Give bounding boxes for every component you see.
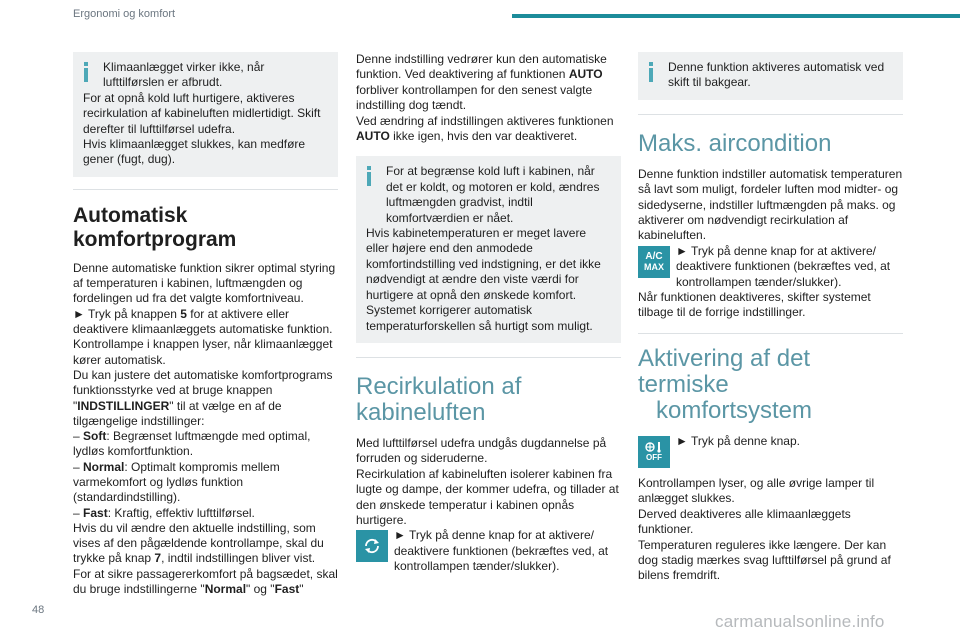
paragraph: Denne indstilling vedrører kun den automatiske funktion. Ved deaktivering af funktionen AUTO forbliver kontrollampen for den senest valgte indstilling dog tændt. (356, 52, 607, 113)
info-note (638, 52, 903, 100)
info-note (356, 156, 621, 342)
recirculation-icon[interactable] (356, 530, 388, 562)
paragraph: ► Tryk på denne knap. (676, 433, 800, 448)
fan-thermometer-icon (644, 441, 664, 453)
page-number: 48 (32, 604, 45, 616)
info-icon (367, 166, 371, 186)
info-icon (84, 62, 88, 82)
paragraph: For at sikre passagererkomfort på bagsædet, skal du bruge indstillingerne "Normal" og "Fast" (73, 566, 338, 597)
divider (638, 114, 903, 115)
column-3 (638, 52, 903, 584)
column-2 (356, 52, 621, 575)
section-heading: Maks. aircondition (638, 129, 832, 157)
thermal-comfort-off-icon[interactable]: OFF (638, 436, 670, 468)
paragraph: Temperaturen reguleres ikke længere. Der kan dog stadig mærkes svag lufttilførsel på grund af bilens fremdrift. (638, 537, 891, 583)
paragraph: ► Tryk på denne knap for at aktivere/ deaktivere funktionen (bekræftes ved, at kontrollampen tænder/slukker). (394, 528, 609, 574)
list-item: – Soft: Begrænset luftmængde med optimal, lydløs komfortfunktion. (73, 429, 311, 459)
paragraph: Hvis du vil ændre den aktuelle indstilling, som vises af den pågældende kontrollampe, skal du trykke på knap 7, indtil indstillingen bliver vist. (73, 520, 324, 566)
paragraph: Denne automatiske funktion sikrer optimal styring af temperaturen i kabinen, luftmængden og fordelingen ud fra det valgte komfortniveau. (73, 260, 336, 306)
note-text: For at begrænse kold luft i kabinen, når det er koldt, og motoren er kold, ændres luftmængden gradvist, indtil komfortværdien er nået. (386, 164, 600, 225)
paragraph: Ved ændring af indstillingen aktiveres funktionen AUTO ikke igen, hvis den var deaktiveret. (356, 113, 614, 144)
list-item: – Fast: Kraftig, effektiv lufttilførsel. (73, 505, 255, 520)
note-text: Hvis kabinetemperaturen er meget lavere eller højere end den anmodede komfortindstilling ved indstigning, er det ikke nødvendigt at ændre den viste værdi for hurtigere at opnå den ønskede komfort. Systemet korrigerer automatisk temperaturforskellen så hurtigt som muligt. (366, 226, 601, 333)
recirculation-icon-glyph (362, 536, 382, 556)
column-1 (73, 52, 338, 597)
note-text: For at opnå kold luft hurtigere, aktiveres recirkulation af kabineluften midlertidigt. Skift derefter til lufttilførsel udefra. (83, 90, 321, 136)
paragraph: Du kan justere det automatiske komfortprograms funktionsstyrke ved at bruge knappen "INDSTILLINGER" til at vælge en af de tilgængelige indstillinger: (73, 367, 333, 428)
section-heading: Aktivering af det termiske komfortsystem (638, 344, 813, 424)
paragraph: Med lufttilførsel udefra undgås dugdannelse på forruden og sideruderne. (356, 435, 607, 466)
list-item: – Normal: Optimalt kompromis mellem varmekomfort og lydløs funktion (standardindstilling). (73, 459, 280, 505)
paragraph: Denne funktion indstiller automatisk temperaturen så lavt som muligt, fordeler luften mod midter- og sidedyserne, indstiller luftmængden på maks. og aktiverer om nødvendigt recirkulation af kabineluften. (638, 166, 903, 243)
section-heading: Recirkulation af kabineluften (356, 372, 522, 426)
paragraph: Kontrollampe i knappen lyser, når klimaanlægget kører automatisk. (73, 337, 333, 367)
instruction-row (638, 434, 903, 468)
note-text: Denne funktion aktiveres automatisk ved skift til bakgear. (668, 60, 885, 90)
paragraph: Kontrollampen lyser, og alle øvrige lamper til anlægget slukkes. (638, 475, 875, 506)
note-text: Hvis klimaanlægget slukkes, kan medføre gener (fugt, dug). (83, 137, 306, 167)
paragraph: Når funktionen deaktiveres, skifter systemet tilbage til de forrige indstillinger. (638, 290, 871, 320)
paragraph: ► Tryk på denne knap for at aktivere/ deaktivere funktionen (bekræftes ved, at kontrollampen tænder/slukker). (676, 243, 891, 289)
ac-max-icon[interactable]: A/C MAX (638, 246, 670, 278)
watermark: carmanualsonline.info (715, 612, 885, 631)
paragraph: Recirkulation af kabineluften isolerer kabinen fra lugte og dampe, der kommer udefra, og tillader at den ønskede temperatur i kabinen opnås hurtigere. (356, 466, 619, 527)
divider (638, 333, 903, 334)
paragraph: Derved deaktiveres alle klimaanlæggets funktioner. (638, 506, 851, 537)
note-text: Klimaanlægget virker ikke, når lufttilførslen er afbrudt. (103, 60, 265, 90)
divider (73, 189, 338, 190)
instruction-row (638, 244, 903, 290)
running-header: Ergonomi og komfort (73, 8, 176, 20)
header-rule (512, 14, 960, 18)
paragraph: ► Tryk på knappen 5 for at aktivere eller deaktivere klimaanlæggets automatiske funktion. (73, 306, 333, 337)
section-heading: Automatisk komfortprogram (73, 203, 237, 251)
instruction-row (356, 528, 621, 574)
info-note (73, 52, 338, 177)
divider (356, 357, 621, 358)
info-icon (649, 62, 653, 82)
